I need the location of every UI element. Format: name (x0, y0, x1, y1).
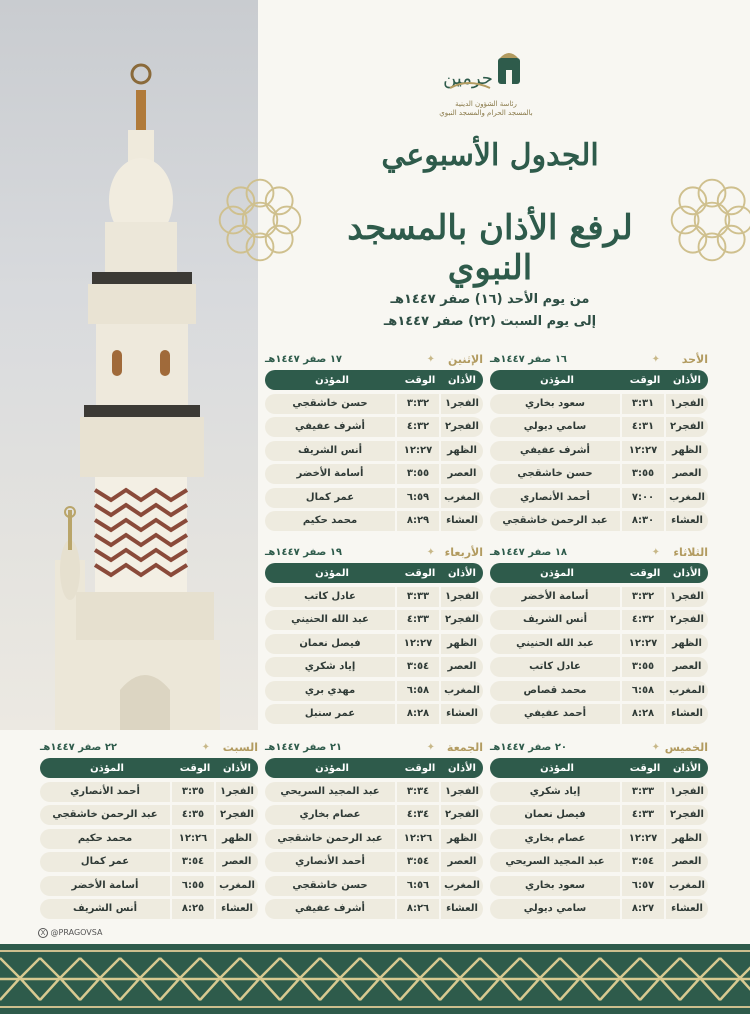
row-muadhin: فيصل نعمان (265, 634, 395, 654)
table-row (40, 782, 258, 802)
row-adhan: الفجر١ (441, 394, 483, 414)
row-adhan: المغرب (666, 681, 708, 701)
row-muadhin: سامي ديولي (490, 899, 620, 919)
row-time: ٤:٣٢ (622, 610, 664, 630)
row-muadhin: إياد شكري (265, 657, 395, 677)
row-adhan: العصر (441, 657, 483, 677)
row-muadhin: حسن خاشقجي (265, 394, 395, 414)
minaret-illustration (0, 0, 258, 730)
rosette-ornament-left-icon (212, 172, 308, 268)
day-name: الإثنين (448, 353, 483, 366)
row-muadhin: أشرف عفيفي (265, 899, 395, 919)
day-date: ٢١ صفر ١٤٤٧هـ (265, 742, 343, 753)
header-time: الوقت (629, 374, 661, 386)
table-row (40, 805, 258, 825)
header-adhan: الأذان (673, 374, 701, 386)
row-muadhin: عصام بخاري (490, 829, 620, 849)
day-name: الأحد (681, 353, 708, 366)
logo-line-1: رئاسة الشؤون الدينية (455, 100, 517, 108)
row-muadhin: إياد شكري (490, 782, 620, 802)
row-muadhin: محمد قصاص (490, 681, 620, 701)
row-time: ٧:٠٠ (622, 488, 664, 508)
logo-text (436, 100, 536, 118)
row-time: ٨:٢٩ (397, 511, 439, 531)
row-time: ١٢:٢٧ (622, 634, 664, 654)
table-row (265, 805, 483, 825)
row-time: ٣:٥٤ (622, 852, 664, 872)
table-row (265, 488, 483, 508)
table-row (490, 829, 708, 849)
row-adhan: الفجر٢ (441, 805, 483, 825)
day-card-friday (265, 740, 483, 919)
table-row (265, 782, 483, 802)
row-muadhin: سامي ديولي (490, 417, 620, 437)
table-header (490, 758, 708, 778)
row-adhan: المغرب (441, 488, 483, 508)
lantern-icon: ✦ (426, 354, 435, 365)
row-adhan: الظهر (441, 634, 483, 654)
row-muadhin: أحمد عفيفي (490, 704, 620, 724)
row-time: ٨:٢٨ (397, 704, 439, 724)
row-muadhin: أسامة الأخضر (40, 876, 170, 896)
table-row (265, 852, 483, 872)
row-time: ٣:٣٣ (622, 782, 664, 802)
row-adhan: الفجر٢ (666, 610, 708, 630)
row-muadhin: عبد الله الحنيني (265, 610, 395, 630)
row-muadhin: عمر سنبل (265, 704, 395, 724)
table-row (265, 681, 483, 701)
row-muadhin: أشرف عفيفي (490, 441, 620, 461)
row-time: ٣:٥٥ (622, 657, 664, 677)
row-time: ٤:٣٥ (172, 805, 214, 825)
row-adhan: الفجر١ (666, 782, 708, 802)
row-muadhin: أحمد الأنصاري (265, 852, 395, 872)
row-time: ٦:٥٧ (622, 876, 664, 896)
row-adhan: الظهر (216, 829, 258, 849)
row-muadhin: أسامة الأخضر (265, 464, 395, 484)
row-adhan: الفجر٢ (666, 417, 708, 437)
row-time: ١٢:٢٧ (397, 441, 439, 461)
row-time: ٨:٣٠ (622, 511, 664, 531)
row-muadhin: سعود بخاري (490, 876, 620, 896)
row-adhan: العصر (666, 657, 708, 677)
day-date: ١٦ صفر ١٤٤٧هـ (490, 354, 568, 365)
row-adhan: الظهر (441, 829, 483, 849)
day-name: السبت (222, 741, 258, 754)
row-time: ٤:٣٤ (397, 805, 439, 825)
lantern-icon: ✦ (651, 354, 660, 365)
handle-text: @PRAGOVSA (50, 928, 103, 937)
day-date: ٢٠ صفر ١٤٤٧هـ (490, 742, 568, 753)
row-time: ١٢:٢٧ (397, 634, 439, 654)
table-row (490, 681, 708, 701)
row-adhan: الظهر (666, 829, 708, 849)
row-time: ١٢:٢٦ (397, 829, 439, 849)
x-icon: X (38, 928, 48, 938)
row-muadhin: سعود بخاري (490, 394, 620, 414)
day-card-wednesday (265, 545, 483, 724)
table-header (490, 370, 708, 390)
row-muadhin: عبد المجيد السريحي (265, 782, 395, 802)
row-time: ٤:٣٢ (397, 417, 439, 437)
geometric-border-icon (0, 944, 750, 1014)
table-row (265, 511, 483, 531)
table-header (265, 563, 483, 583)
lantern-icon: ✦ (651, 742, 660, 753)
table-row (265, 464, 483, 484)
header-time: الوقت (179, 762, 211, 774)
row-adhan: الفجر٢ (216, 805, 258, 825)
date-range-to: إلى يوم السبت (٢٢) صفر ١٤٤٧هـ (383, 314, 597, 329)
row-adhan: العشاء (216, 899, 258, 919)
row-time: ٤:٣٣ (622, 805, 664, 825)
header-muadhin: المؤذن (90, 762, 124, 774)
table-row (265, 634, 483, 654)
row-muadhin: أحمد الأنصاري (40, 782, 170, 802)
row-muadhin: مهدي بري (265, 681, 395, 701)
table-row (40, 852, 258, 872)
title-line-2: لرفع الأذان بالمسجد النبوي (347, 208, 633, 288)
row-time: ٨:٢٧ (622, 899, 664, 919)
row-adhan: الفجر٢ (441, 417, 483, 437)
row-muadhin: عبد الرحمن خاشقجي (265, 829, 395, 849)
header-time: الوقت (629, 762, 661, 774)
row-adhan: الفجر١ (666, 587, 708, 607)
table-row (265, 417, 483, 437)
table-row (490, 657, 708, 677)
day-card-monday (265, 352, 483, 531)
row-adhan: الظهر (666, 634, 708, 654)
day-card-saturday (40, 740, 258, 919)
table-row (40, 899, 258, 919)
row-adhan: العشاء (666, 704, 708, 724)
row-muadhin: عصام بخاري (265, 805, 395, 825)
row-adhan: العشاء (441, 899, 483, 919)
date-range-from: من يوم الأحد (١٦) صفر ١٤٤٧هـ (390, 292, 590, 307)
table-row (40, 876, 258, 896)
rosette-ornament-right-icon (664, 172, 750, 268)
day-card-sunday (490, 352, 708, 531)
row-adhan: الفجر١ (216, 782, 258, 802)
row-time: ٣:٣٥ (172, 782, 214, 802)
header-muadhin: المؤذن (315, 762, 349, 774)
logo-line-2: بالمسجد الحرام والمسجد النبوي (439, 109, 533, 118)
row-time: ٣:٣٤ (397, 782, 439, 802)
row-time: ١٢:٢٦ (172, 829, 214, 849)
day-name: الثلاثاء (673, 546, 708, 559)
header-muadhin: المؤذن (540, 374, 574, 386)
row-adhan: الظهر (441, 441, 483, 461)
header-adhan: الأذان (448, 567, 476, 579)
row-muadhin: محمد حكيم (265, 511, 395, 531)
row-adhan: العصر (666, 464, 708, 484)
header-time: الوقت (629, 567, 661, 579)
table-row (265, 876, 483, 896)
header-adhan: الأذان (673, 762, 701, 774)
header-time: الوقت (404, 374, 436, 386)
row-time: ٨:٢٨ (622, 704, 664, 724)
row-muadhin: عبد الرحمن خاشقجي (40, 805, 170, 825)
row-time: ٦:٥٨ (397, 681, 439, 701)
row-adhan: الفجر٢ (441, 610, 483, 630)
table-row (40, 829, 258, 849)
row-adhan: المغرب (441, 876, 483, 896)
header-muadhin: المؤذن (315, 374, 349, 386)
row-adhan: الظهر (666, 441, 708, 461)
row-adhan: المغرب (666, 488, 708, 508)
row-time: ٣:٥٤ (397, 657, 439, 677)
row-muadhin: عبد الله الحنيني (490, 634, 620, 654)
row-muadhin: عادل كاتب (265, 587, 395, 607)
row-muadhin: عبد المجيد السريحي (490, 852, 620, 872)
row-muadhin: عمر كمال (265, 488, 395, 508)
table-row (265, 441, 483, 461)
table-row (265, 829, 483, 849)
row-time: ٣:٥٥ (622, 464, 664, 484)
row-muadhin: أسامة الأخضر (490, 587, 620, 607)
table-header (40, 758, 258, 778)
row-adhan: العصر (441, 464, 483, 484)
header-adhan: الأذان (673, 567, 701, 579)
table-row (490, 394, 708, 414)
row-time: ١٢:٢٧ (622, 829, 664, 849)
day-date: ١٧ صفر ١٤٤٧هـ (265, 354, 343, 365)
row-time: ٨:٢٥ (172, 899, 214, 919)
row-time: ٦:٥٨ (622, 681, 664, 701)
row-time: ٦:٥٦ (397, 876, 439, 896)
row-muadhin: حسن خاشقجي (490, 464, 620, 484)
day-name: الخميس (664, 741, 708, 754)
table-row (490, 876, 708, 896)
row-time: ١٢:٢٧ (622, 441, 664, 461)
header-adhan: الأذان (448, 374, 476, 386)
table-row (490, 441, 708, 461)
title-line-1: الجدول الأسبوعي (381, 138, 599, 173)
table-row (490, 704, 708, 724)
row-time: ٣:٥٥ (397, 464, 439, 484)
row-adhan: المغرب (666, 876, 708, 896)
table-header (265, 370, 483, 390)
header-muadhin: المؤذن (540, 567, 574, 579)
table-header (265, 758, 483, 778)
row-adhan: الفجر١ (441, 782, 483, 802)
row-time: ٦:٥٩ (397, 488, 439, 508)
row-time: ٣:٣٢ (622, 587, 664, 607)
table-row (265, 899, 483, 919)
lantern-icon: ✦ (201, 742, 210, 753)
day-card-tuesday (490, 545, 708, 724)
lantern-icon: ✦ (651, 547, 660, 558)
row-adhan: العشاء (666, 511, 708, 531)
svg-text:حرمين: حرمين (443, 68, 493, 89)
table-row (490, 417, 708, 437)
row-muadhin: عادل كاتب (490, 657, 620, 677)
lantern-icon: ✦ (426, 547, 435, 558)
day-date: ١٨ صفر ١٤٤٧هـ (490, 547, 568, 558)
day-date: ٢٢ صفر ١٤٤٧هـ (40, 742, 118, 753)
table-row (265, 657, 483, 677)
table-row (490, 852, 708, 872)
day-date: ١٩ صفر ١٤٤٧هـ (265, 547, 343, 558)
header-adhan: الأذان (448, 762, 476, 774)
day-name: الجمعة (446, 741, 483, 754)
day-name: الأربعاء (444, 546, 483, 559)
row-muadhin: أنس الشريف (40, 899, 170, 919)
table-row (265, 587, 483, 607)
table-header (490, 563, 708, 583)
row-muadhin: حسن خاشقجي (265, 876, 395, 896)
table-row (490, 610, 708, 630)
row-adhan: المغرب (441, 681, 483, 701)
day-card-thursday (490, 740, 708, 919)
row-adhan: المغرب (216, 876, 258, 896)
table-row (265, 704, 483, 724)
header-time: الوقت (404, 567, 436, 579)
table-row (265, 610, 483, 630)
row-time: ٣:٣٢ (397, 394, 439, 414)
row-muadhin: أنس الشريف (490, 610, 620, 630)
row-muadhin: عبد الرحمن خاشقجي (490, 511, 620, 531)
row-adhan: العشاء (666, 899, 708, 919)
header-muadhin: المؤذن (315, 567, 349, 579)
row-adhan: الفجر٢ (666, 805, 708, 825)
row-adhan: الفجر١ (441, 587, 483, 607)
row-muadhin: فيصل نعمان (490, 805, 620, 825)
table-row (490, 464, 708, 484)
row-time: ٨:٢٦ (397, 899, 439, 919)
row-time: ٣:٥٤ (397, 852, 439, 872)
table-row (490, 782, 708, 802)
row-muadhin: أنس الشريف (265, 441, 395, 461)
row-time: ٣:٣١ (622, 394, 664, 414)
row-adhan: العصر (216, 852, 258, 872)
row-muadhin: أحمد الأنصاري (490, 488, 620, 508)
table-row (490, 511, 708, 531)
social-handle[interactable] (38, 928, 102, 938)
table-row (490, 805, 708, 825)
table-row (490, 899, 708, 919)
lantern-icon: ✦ (426, 742, 435, 753)
header-adhan: الأذان (223, 762, 251, 774)
table-row (265, 394, 483, 414)
header-muadhin: المؤذن (540, 762, 574, 774)
row-time: ٤:٣١ (622, 417, 664, 437)
row-time: ٣:٣٣ (397, 587, 439, 607)
table-row (490, 587, 708, 607)
row-time: ٣:٥٤ (172, 852, 214, 872)
row-adhan: العصر (666, 852, 708, 872)
table-row (490, 634, 708, 654)
minaret-photo (0, 0, 258, 730)
row-adhan: الفجر١ (666, 394, 708, 414)
row-muadhin: أشرف عفيفي (265, 417, 395, 437)
row-muadhin: عمر كمال (40, 852, 170, 872)
row-muadhin: محمد حكيم (40, 829, 170, 849)
row-time: ٤:٣٣ (397, 610, 439, 630)
row-adhan: العشاء (441, 704, 483, 724)
header-time: الوقت (404, 762, 436, 774)
row-time: ٦:٥٥ (172, 876, 214, 896)
row-adhan: العصر (441, 852, 483, 872)
row-adhan: العشاء (441, 511, 483, 531)
table-row (490, 488, 708, 508)
